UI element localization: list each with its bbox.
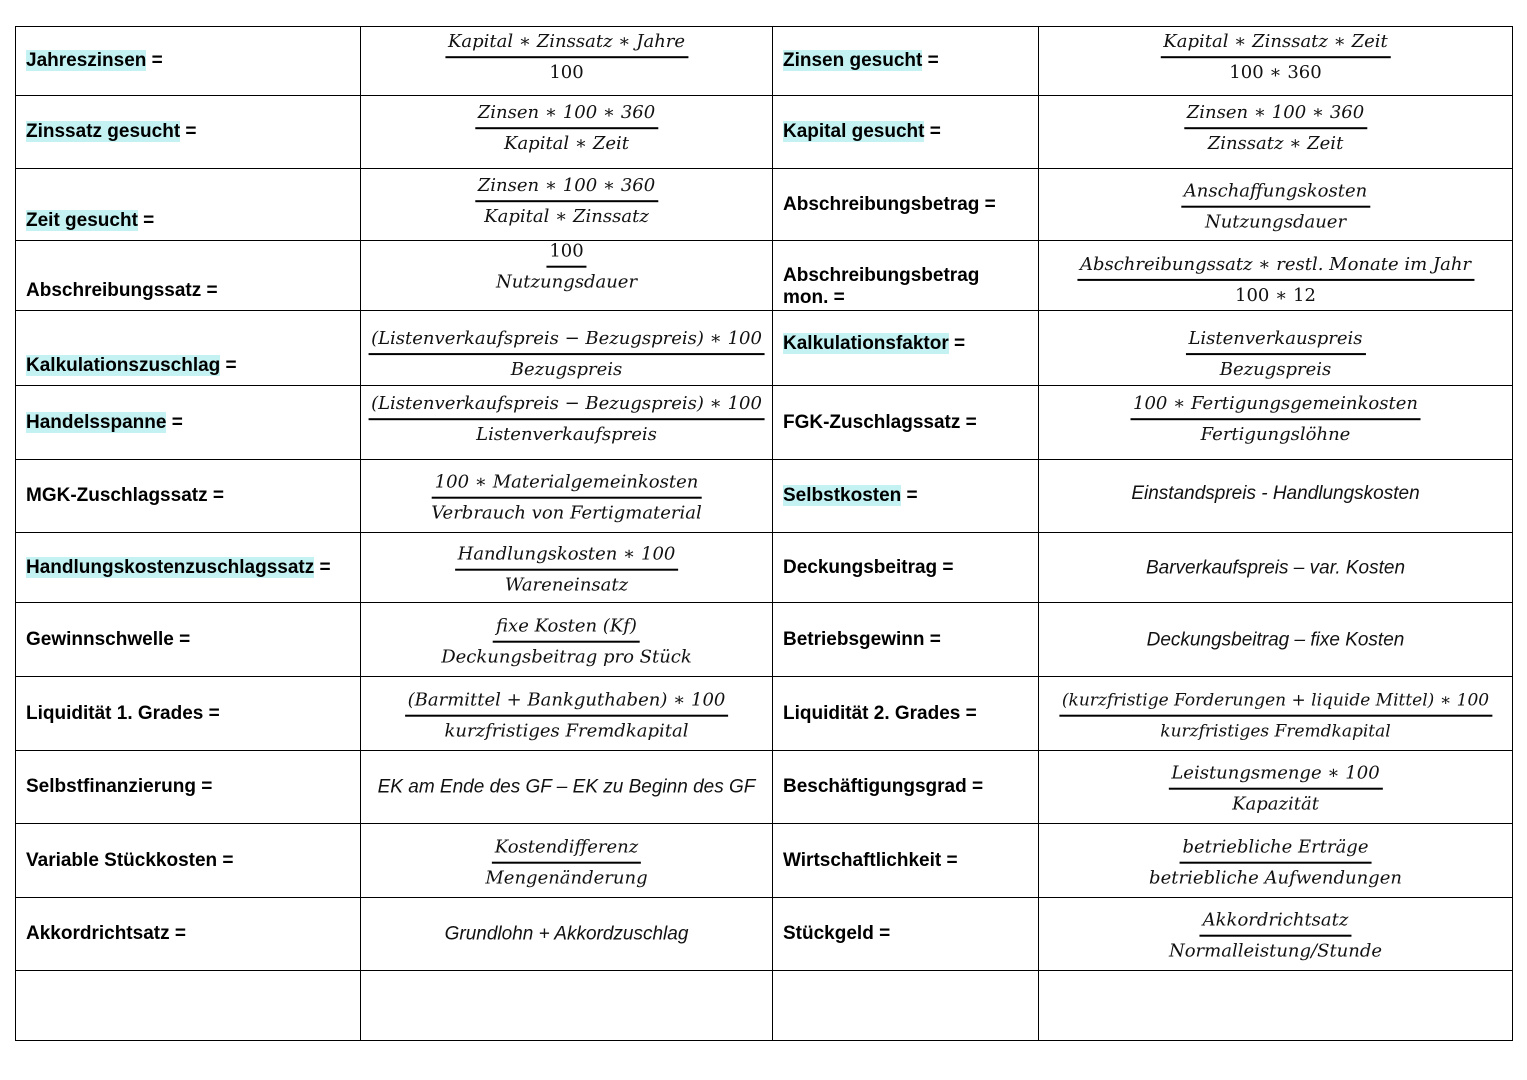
label-cell: Wirtschaftlichkeit = (773, 824, 1039, 898)
denominator: kurzfristiges Fremdkapital (444, 720, 689, 742)
empty-cell (16, 971, 361, 1041)
fraction (368, 327, 765, 382)
denominator: 100 ∗ 360 (1229, 62, 1322, 84)
numerator: betriebliche Erträge (1179, 835, 1371, 863)
label-cell: Jahreszinsen = (16, 27, 361, 96)
table-row (16, 241, 1513, 311)
table-row (16, 533, 1513, 603)
label-cell: Variable Stückkosten = (16, 824, 361, 898)
fraction (475, 101, 658, 156)
denominator: Nutzungsdauer (495, 271, 638, 293)
formula-cell (361, 533, 773, 603)
empty-row (16, 971, 1513, 1041)
fraction (1160, 30, 1390, 85)
label-cell: Abschreibungssatz = (16, 241, 361, 311)
numerator: (Listenverkaufspreis − Bezugspreis) ∗ 100 (368, 392, 765, 420)
label-cell: Liquidität 1. Grades = (16, 677, 361, 751)
fraction (1169, 909, 1382, 964)
fraction (455, 542, 679, 597)
fraction (1185, 327, 1365, 382)
table-row (16, 603, 1513, 677)
numerator: Kapital ∗ Zinssatz ∗ Zeit (1160, 30, 1390, 58)
numerator: Kostendifferenz (492, 835, 642, 863)
numerator: (Listenverkaufspreis − Bezugspreis) ∗ 100 (368, 327, 765, 355)
formula-cell (1039, 241, 1513, 311)
label-cell: Kalkulationszuschlag = (16, 311, 361, 386)
denominator: Kapital ∗ Zeit (503, 133, 630, 155)
highlighted-label: Kalkulationsfaktor (783, 333, 949, 354)
numerator: Zinsen ∗ 100 ∗ 360 (1184, 101, 1367, 129)
fraction (1130, 392, 1421, 447)
denominator: betriebliche Aufwendungen (1149, 867, 1402, 889)
numerator: Akkordrichtsatz (1200, 909, 1352, 937)
label-cell: Kalkulationsfaktor = (773, 311, 1039, 386)
numerator: 100 ∗ Materialgemeinkosten (432, 471, 702, 499)
label-cell: Zinssatz gesucht = (16, 96, 361, 169)
denominator: Kapital ∗ Zinssatz (484, 205, 649, 227)
highlighted-label: Zinssatz gesucht (26, 121, 181, 142)
numerator: Leistungsmenge ∗ 100 (1168, 762, 1382, 790)
label-cell: Gewinnschwelle = (16, 603, 361, 677)
denominator: Mengenänderung (485, 867, 648, 889)
formula-cell (1039, 824, 1513, 898)
numerator: Zinsen ∗ 100 ∗ 360 (475, 174, 658, 202)
fraction (1059, 688, 1492, 743)
denominator: Fertigungslöhne (1200, 423, 1351, 445)
denominator: Nutzungsdauer (1204, 211, 1347, 233)
label-cell: Abschreibungsbetrag = (773, 169, 1039, 241)
fraction (1077, 252, 1474, 307)
fraction (485, 835, 647, 890)
formula-cell (1039, 311, 1513, 386)
formula-cell (361, 311, 773, 386)
label-cell: Handlungskostenzuschlagssatz = (16, 533, 361, 603)
denominator: 100 ∗ 12 (1235, 284, 1316, 306)
formula-cell: Einstandspreis - Handlungskosten (1039, 460, 1513, 533)
table-row (16, 751, 1513, 824)
formula-cell (1039, 751, 1513, 824)
label-cell: Betriebsgewinn = (773, 603, 1039, 677)
formula-cell: Deckungsbeitrag – fixe Kosten (1039, 603, 1513, 677)
formula-cell (1039, 386, 1513, 460)
numerator: (kurzfristige Forderungen + liquide Mittel) ∗ 100 (1059, 688, 1492, 716)
highlighted-label: Selbstkosten (783, 485, 902, 506)
formula-cell (361, 603, 773, 677)
label-cell: Selbstkosten = (773, 460, 1039, 533)
label-cell: MGK-Zuschlagssatz = (16, 460, 361, 533)
table-row (16, 27, 1513, 96)
numerator: Zinsen ∗ 100 ∗ 360 (475, 101, 658, 129)
formula-cell: EK am Ende des GF – EK zu Beginn des GF (361, 751, 773, 824)
table-row (16, 677, 1513, 751)
fraction (496, 241, 637, 295)
highlighted-label: Zinsen gesucht (783, 50, 923, 71)
formula-cell (361, 169, 773, 241)
fraction (475, 174, 658, 229)
formula-cell (361, 27, 773, 96)
denominator: 100 (549, 62, 584, 84)
label-cell: Abschreibungsbetrag mon. = (773, 241, 1039, 311)
empty-cell (1039, 971, 1513, 1041)
label-cell: Deckungsbeitrag = (773, 533, 1039, 603)
table-row (16, 96, 1513, 169)
highlighted-label: Kapital gesucht (783, 121, 925, 142)
table-row (16, 311, 1513, 386)
formula-cell (1039, 677, 1513, 751)
label-cell: Stückgeld = (773, 898, 1039, 971)
highlighted-label: Handlungskostenzuschlagssatz (26, 556, 315, 578)
highlighted-label: Zeit gesucht (26, 210, 138, 231)
formula-cell (1039, 96, 1513, 169)
numerator: Anschaffungskosten (1181, 179, 1370, 207)
label-cell: FGK-Zuschlagssatz = (773, 386, 1039, 460)
fraction (1184, 101, 1367, 156)
label-cell: Liquidität 2. Grades = (773, 677, 1039, 751)
formula-cell (361, 96, 773, 169)
table-row (16, 824, 1513, 898)
label-cell: Zinsen gesucht = (773, 27, 1039, 96)
empty-cell (361, 971, 773, 1041)
numerator: fixe Kosten (Kf) (493, 614, 640, 642)
fraction (441, 614, 692, 669)
fraction (431, 471, 702, 526)
fraction (1149, 835, 1402, 890)
numerator: Handlungskosten ∗ 100 (455, 542, 679, 570)
denominator: Listenverkaufspreis (476, 423, 657, 445)
numerator: 100 ∗ Fertigungsgemeinkosten (1130, 392, 1421, 420)
formula-cell (361, 824, 773, 898)
label-cell: Beschäftigungsgrad = (773, 751, 1039, 824)
numerator: Abschreibungssatz ∗ restl. Monate im Jahr (1077, 252, 1474, 280)
denominator: Kapazität (1232, 793, 1319, 815)
denominator: Normalleistung/Stunde (1168, 940, 1383, 962)
formula-cell: Barverkaufspreis – var. Kosten (1039, 533, 1513, 603)
formula-table (15, 26, 1513, 1041)
fraction (368, 392, 765, 447)
denominator: Verbrauch von Fertigmaterial (431, 502, 702, 524)
denominator: Deckungsbeitrag pro Stück (441, 646, 692, 668)
label-cell: Selbstfinanzierung = (16, 751, 361, 824)
denominator: Bezugspreis (1219, 359, 1332, 381)
label-cell: Zeit gesucht = (16, 169, 361, 241)
fraction (445, 30, 688, 85)
fraction (1168, 762, 1382, 817)
denominator: Wareneinsatz (504, 574, 629, 596)
denominator: Bezugspreis (510, 359, 623, 381)
table-row (16, 386, 1513, 460)
numerator: 100 (546, 241, 586, 268)
formula-cell (1039, 169, 1513, 241)
highlighted-label: Handelsspanne (26, 411, 167, 433)
denominator: kurzfristiges Fremdkapital (1160, 721, 1391, 742)
table-row (16, 169, 1513, 241)
highlighted-label: Kalkulationszuschlag (26, 355, 221, 376)
numerator: Kapital ∗ Zinssatz ∗ Jahre (445, 30, 688, 58)
formula-cell: Grundlohn + Akkordzuschlag (361, 898, 773, 971)
label-cell: Akkordrichtsatz = (16, 898, 361, 971)
table-row (16, 898, 1513, 971)
numerator: (Barmittel + Bankguthaben) ∗ 100 (405, 688, 729, 716)
formula-cell (361, 460, 773, 533)
formula-cell (361, 386, 773, 460)
numerator: Listenverkauspreis (1185, 327, 1365, 355)
label-cell: Handelsspanne = (16, 386, 361, 460)
label-cell: Kapital gesucht = (773, 96, 1039, 169)
table-row (16, 460, 1513, 533)
highlighted-label: Jahreszinsen (26, 50, 147, 71)
empty-cell (773, 971, 1039, 1041)
denominator: Zinssatz ∗ Zeit (1207, 133, 1344, 155)
formula-cell (361, 677, 773, 751)
formula-cell (1039, 898, 1513, 971)
formula-cell (1039, 27, 1513, 96)
fraction (405, 688, 729, 743)
formula-cell (361, 241, 773, 311)
fraction (1181, 179, 1370, 234)
